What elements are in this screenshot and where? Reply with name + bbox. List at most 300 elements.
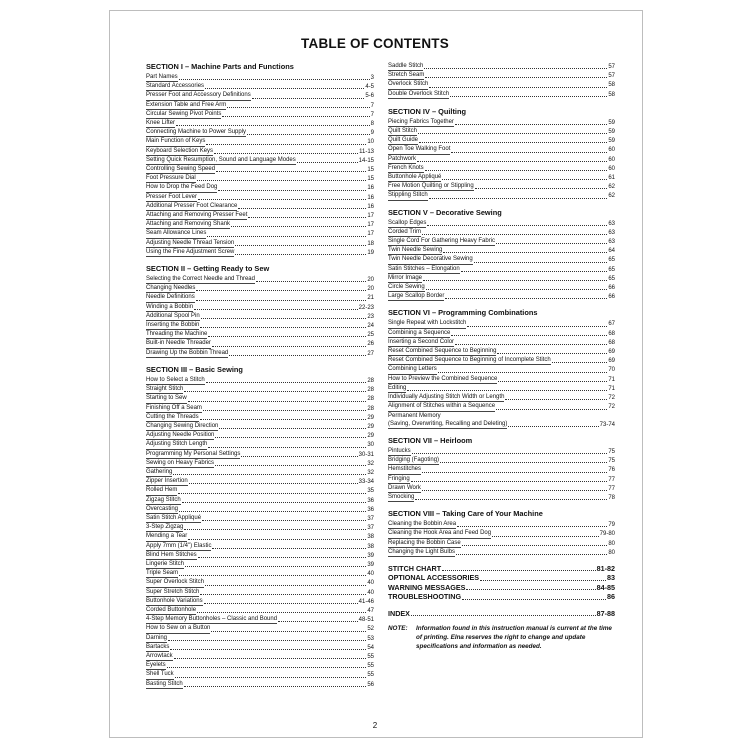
toc-entry[interactable] — [388, 246, 615, 255]
toc-entry[interactable] — [146, 450, 374, 459]
toc-entry-label: How to Preview the Combined Sequence — [388, 375, 497, 384]
toc-entry[interactable] — [146, 183, 374, 192]
toc-entry[interactable] — [146, 330, 374, 339]
toc-entry[interactable] — [146, 293, 374, 302]
toc-entry-page: 63 — [608, 220, 615, 227]
toc-entry-page: 62 — [608, 184, 615, 191]
toc-entry[interactable] — [146, 385, 374, 394]
toc-entry-page: 77 — [608, 485, 615, 492]
toc-entry[interactable] — [388, 80, 615, 89]
toc-entry-page: 9 — [370, 130, 374, 137]
dot-leader — [467, 326, 607, 327]
toc-entry[interactable] — [388, 237, 615, 246]
toc-entry[interactable] — [146, 486, 374, 495]
dot-leader — [247, 134, 370, 135]
toc-entry[interactable] — [146, 680, 374, 689]
toc-entry[interactable] — [388, 347, 615, 356]
toc-entry-page: 28 — [367, 405, 374, 412]
toc-entry-label: Lingerie Stitch — [146, 560, 184, 569]
toc-entry[interactable] — [146, 560, 374, 569]
toc-entry[interactable] — [146, 652, 374, 661]
toc-entry[interactable] — [388, 136, 615, 145]
toc-entry-page: 36 — [367, 506, 374, 513]
dot-leader — [207, 236, 366, 237]
toc-entry[interactable] — [388, 484, 615, 493]
appendix-entry[interactable] — [388, 583, 615, 592]
toc-entry[interactable] — [146, 321, 374, 330]
toc-entry-label: Reset Combined Sequence to Beginning of Incomplete Stitch — [388, 356, 551, 365]
toc-entry[interactable] — [388, 356, 615, 365]
toc-entry-page: 79 — [608, 522, 615, 529]
appendix-entry-page: 84-85 — [596, 582, 615, 592]
dot-leader — [426, 289, 608, 290]
toc-entry[interactable] — [146, 468, 374, 477]
toc-entry[interactable] — [146, 248, 374, 257]
toc-entry-page: 37 — [367, 525, 374, 532]
toc-entry-label: Corded Trim — [388, 228, 421, 237]
toc-entry-page: 58 — [608, 91, 615, 98]
toc-entry[interactable] — [388, 145, 615, 154]
dot-leader — [205, 585, 366, 586]
dot-leader — [411, 615, 596, 616]
toc-entry-page: 33-34 — [358, 479, 374, 486]
toc-entry[interactable] — [146, 137, 374, 146]
toc-entry[interactable] — [388, 338, 615, 347]
toc-entry-label: Satin Stitches – Elongation — [388, 265, 460, 274]
appendix-entry-label: OPTIONAL ACCESSORIES — [388, 573, 480, 583]
toc-entry-page: 10 — [367, 139, 374, 146]
toc-entry[interactable] — [388, 265, 615, 274]
dot-leader — [278, 621, 358, 622]
toc-entry[interactable] — [146, 551, 374, 560]
dot-leader — [189, 483, 358, 484]
toc-entry[interactable] — [388, 255, 615, 264]
toc-entry-page: 67 — [608, 321, 615, 328]
toc-entry[interactable] — [388, 319, 615, 328]
toc-section — [388, 107, 615, 201]
toc-entry-label: Seam Allowance Lines — [146, 229, 206, 238]
toc-entry-page: 60 — [608, 156, 615, 163]
toc-entry[interactable] — [146, 588, 374, 597]
dot-leader — [206, 144, 366, 145]
toc-entry[interactable] — [388, 493, 615, 502]
toc-entry[interactable] — [146, 440, 374, 449]
dot-leader — [422, 490, 607, 491]
toc-entry[interactable] — [146, 147, 374, 156]
toc-entry-label: Drawing Up the Bobbin Thread — [146, 349, 228, 358]
dot-leader — [429, 87, 607, 88]
dot-leader — [208, 447, 366, 448]
toc-entry[interactable] — [388, 155, 615, 164]
note-text: Information found in this instruction manual is current at the time of printing. Elna reserves the right to change and update specifications and information as needed. — [416, 624, 612, 650]
toc-entry[interactable] — [146, 73, 374, 82]
toc-entry-label: Permanent Memory — [388, 412, 441, 419]
toc-entry-page: 77 — [608, 476, 615, 483]
toc-entry-label: Changing the Light Bulbs — [388, 548, 455, 557]
toc-entry[interactable] — [146, 496, 374, 505]
toc-entry-label: Circle Sewing — [388, 283, 425, 292]
toc-entry[interactable] — [146, 202, 374, 211]
dot-leader — [218, 190, 366, 191]
toc-entry[interactable] — [388, 384, 615, 393]
toc-entry[interactable] — [388, 375, 615, 384]
dot-leader — [202, 520, 366, 521]
dot-leader — [229, 355, 366, 356]
toc-entry-page: 15 — [367, 167, 374, 174]
toc-entry-page: 20 — [367, 277, 374, 284]
toc-entry-page: 38 — [367, 543, 374, 550]
section-heading[interactable]: SECTION VII – Heirloom — [388, 435, 473, 445]
toc-entry[interactable] — [388, 520, 615, 529]
section-heading[interactable]: SECTION IV – Quilting — [388, 106, 467, 116]
toc-entry[interactable] — [146, 220, 374, 229]
toc-entry-label: Bartacks — [146, 643, 169, 652]
toc-entry-label: Quilt Stitch — [388, 127, 417, 136]
toc-entry-label: Foot Pressure Dial — [146, 174, 196, 183]
dot-leader — [204, 603, 358, 604]
toc-entry[interactable] — [388, 127, 615, 136]
toc-entry[interactable] — [388, 90, 615, 99]
toc-entry[interactable] — [146, 376, 374, 385]
toc-entry[interactable] — [388, 393, 615, 402]
toc-entry[interactable] — [146, 193, 374, 202]
toc-entry-label: How to Select a Stitch — [146, 376, 205, 385]
toc-entry[interactable] — [146, 634, 374, 643]
toc-entry[interactable] — [388, 274, 615, 283]
dot-leader — [455, 344, 607, 345]
appendix-list — [388, 564, 615, 602]
toc-entry-label: Changing Needles — [146, 284, 195, 293]
dot-leader — [450, 96, 607, 97]
toc-entry-label: Starting to Sew — [146, 394, 187, 403]
toc-entry-page: 72 — [608, 395, 615, 402]
dot-leader — [424, 68, 607, 69]
toc-entry[interactable] — [146, 101, 374, 110]
toc-entry-page: 59 — [608, 138, 615, 145]
toc-entry[interactable] — [146, 239, 374, 248]
dot-leader — [231, 226, 366, 227]
page-title: TABLE OF CONTENTS — [301, 36, 449, 51]
toc-entry-label: Circular Sewing Pivot Points — [146, 110, 221, 119]
toc-entry[interactable] — [146, 459, 374, 468]
section-heading[interactable]: SECTION III – Basic Sewing — [146, 364, 243, 374]
toc-entry-label: 4-Step Memory Buttonholes – Classic and Bound — [146, 615, 277, 624]
dot-leader — [238, 208, 366, 209]
toc-entry[interactable] — [388, 548, 615, 557]
dot-leader — [206, 382, 367, 383]
dot-leader — [215, 437, 366, 438]
dot-leader — [216, 171, 366, 172]
dot-leader — [419, 142, 607, 143]
dot-leader — [451, 152, 607, 153]
toc-entry-page: 32 — [367, 469, 374, 476]
toc-entry[interactable] — [146, 569, 374, 578]
toc-entry[interactable] — [146, 394, 374, 403]
toc-entry-page: 27 — [367, 350, 374, 357]
toc-entry[interactable] — [146, 597, 374, 606]
toc-entry-page: 15 — [367, 176, 374, 183]
toc-entry[interactable] — [388, 475, 615, 484]
toc-entry[interactable] — [146, 82, 374, 91]
toc-entry-label: Darning — [146, 634, 167, 643]
toc-entry-label: Changing Sewing Direction — [146, 422, 218, 431]
toc-entry[interactable] — [146, 670, 374, 679]
toc-entry-page: 66 — [608, 285, 615, 292]
toc-entry[interactable] — [146, 156, 374, 165]
appendix-entry[interactable] — [388, 592, 615, 601]
dot-leader — [415, 499, 607, 500]
toc-section — [388, 62, 615, 99]
toc-entry-label: Patchwork — [388, 155, 416, 164]
toc-entry[interactable] — [146, 505, 374, 514]
toc-entry-label: Presser Foot Lever — [146, 193, 197, 202]
toc-entry[interactable] — [146, 229, 374, 238]
toc-entry[interactable] — [146, 523, 374, 532]
toc-entry-label: Selecting the Correct Needle and Thread — [146, 275, 255, 284]
dot-leader — [222, 116, 369, 117]
toc-entry[interactable] — [388, 447, 615, 456]
toc-entry-page: 63 — [608, 239, 615, 246]
section-heading[interactable]: SECTION VIII – Taking Care of Your Machine — [388, 509, 543, 519]
toc-entry-page: 26 — [367, 341, 374, 348]
toc-entry[interactable] — [146, 211, 374, 220]
toc-entry-label: Arrowtack — [146, 652, 173, 661]
toc-entry[interactable] — [146, 165, 374, 174]
dot-leader — [176, 125, 370, 126]
toc-entry[interactable] — [146, 578, 374, 587]
toc-entry[interactable] — [146, 312, 374, 321]
toc-entry[interactable] — [146, 119, 374, 128]
dot-leader — [167, 667, 367, 668]
toc-entry-label: Individually Adjusting Stitch Width or Length — [388, 393, 504, 402]
toc-entry[interactable] — [388, 228, 615, 237]
toc-entry-label: Stretch Seam — [388, 71, 424, 80]
left-column — [146, 62, 374, 696]
toc-entry-label: Corded Buttonhole — [146, 606, 196, 615]
toc-entry[interactable] — [146, 624, 374, 633]
dot-leader — [212, 346, 366, 347]
dot-leader — [208, 336, 366, 337]
section-heading[interactable]: SECTION I – Machine Parts and Functions — [146, 62, 294, 71]
toc-entry[interactable] — [388, 529, 615, 538]
dot-leader — [417, 161, 607, 162]
dot-leader — [451, 335, 607, 336]
toc-entry-label: Setting Quick Resumption, Sound and Language Modes — [146, 156, 296, 165]
toc-entry-page: 79-80 — [599, 531, 615, 538]
index-entry-label: INDEX — [388, 608, 410, 618]
toc-entry-page: 68 — [608, 339, 615, 346]
toc-entry[interactable] — [146, 643, 374, 652]
toc-entry-page: 30 — [367, 442, 374, 449]
dot-leader — [411, 481, 608, 482]
dot-leader — [492, 536, 599, 537]
toc-entry-page: 80 — [608, 540, 615, 547]
toc-entry[interactable] — [388, 283, 615, 292]
toc-entry-label: Straight Stitch — [146, 385, 183, 394]
toc-entry[interactable] — [146, 349, 374, 358]
toc-entry-page: 62 — [608, 193, 615, 200]
toc-entry-page: 56 — [367, 681, 374, 688]
toc-entry-label: Built-in Needle Threader — [146, 339, 211, 348]
toc-entry[interactable] — [146, 422, 374, 431]
dot-leader — [438, 372, 608, 373]
toc-entry-page: 53 — [367, 635, 374, 642]
toc-entry-page: 55 — [367, 653, 374, 660]
dot-leader — [248, 217, 366, 218]
toc-entry-label: Combining a Sequence — [388, 329, 450, 338]
dot-leader — [200, 594, 366, 595]
toc-entry-label: How to Drop the Feed Dog — [146, 183, 217, 192]
toc-entry[interactable] — [388, 71, 615, 80]
toc-entry[interactable] — [388, 329, 615, 338]
toc-entry-page: 4-5 — [365, 84, 374, 91]
toc-entry-page: 17 — [367, 222, 374, 229]
toc-entry-label: Twin Needle Sewing — [388, 246, 442, 255]
dot-leader — [422, 234, 607, 235]
section-heading[interactable]: SECTION V – Decorative Sewing — [388, 207, 502, 217]
dot-leader — [175, 677, 367, 678]
toc-entry-page: 68 — [608, 330, 615, 337]
toc-entry-page: 59 — [608, 119, 615, 126]
toc-entry-label: Mirror Image — [388, 274, 422, 283]
toc-entry[interactable] — [146, 431, 374, 440]
toc-entry-label: Buttonhole Appliqué — [388, 173, 441, 182]
dot-leader — [235, 245, 366, 246]
toc-entry[interactable] — [388, 182, 615, 191]
dot-leader — [185, 566, 366, 567]
toc-entry[interactable] — [146, 339, 374, 348]
toc-entry-page: 39 — [367, 552, 374, 559]
dot-leader — [215, 465, 366, 466]
toc-entry-label: Piecing Fabrics Together — [388, 118, 454, 127]
toc-entry-label: Smocking — [388, 493, 414, 502]
section-heading[interactable]: SECTION VI – Programming Combinations — [388, 308, 538, 318]
dot-leader — [552, 362, 608, 363]
toc-entry[interactable] — [388, 62, 615, 71]
toc-entry[interactable] — [388, 456, 615, 465]
dot-leader — [200, 419, 367, 420]
toc-entry[interactable] — [146, 303, 374, 312]
toc-entry-page: 65 — [608, 257, 615, 264]
toc-entry-label: Overcasting — [146, 505, 178, 514]
toc-entry-label: Overlock Stitch — [388, 80, 428, 89]
dot-leader — [423, 280, 607, 281]
dot-leader — [214, 153, 358, 154]
toc-entry-label: Cleaning the Hook Area and Feed Dog — [388, 529, 491, 538]
toc-entry[interactable] — [146, 477, 374, 486]
toc-entry[interactable] — [146, 110, 374, 119]
dot-leader — [474, 262, 608, 263]
toc-entry[interactable] — [388, 219, 615, 228]
toc-entry[interactable] — [146, 174, 374, 183]
toc-entry[interactable] — [388, 191, 615, 200]
toc-entry-label: Adjusting Needle Thread Tension — [146, 239, 234, 248]
toc-entry[interactable] — [388, 292, 615, 301]
toc-entry-page: 47 — [367, 607, 374, 614]
toc-entry[interactable] — [388, 164, 615, 173]
toc-entry-page: 17 — [367, 213, 374, 220]
toc-entry-label: Rolled Hem — [146, 486, 177, 495]
toc-entry-line — [388, 420, 615, 429]
dot-leader — [496, 409, 607, 410]
appendix-entry[interactable] — [388, 564, 615, 573]
toc-entry[interactable] — [146, 514, 374, 523]
toc-entry[interactable] — [146, 532, 374, 541]
toc-entry-page: 80 — [608, 549, 615, 556]
dot-leader — [203, 410, 366, 411]
toc-entry[interactable] — [146, 284, 374, 293]
toc-entry[interactable] — [388, 118, 615, 127]
toc-section — [388, 208, 615, 302]
toc-entry[interactable] — [388, 539, 615, 548]
appendix-entry[interactable] — [388, 573, 615, 582]
dot-leader — [211, 631, 366, 632]
toc-entry-page: 5-6 — [365, 93, 374, 100]
toc-entry[interactable] — [146, 275, 374, 284]
toc-entry-page: 3 — [370, 75, 374, 81]
dot-leader — [178, 493, 366, 494]
toc-entry-page: 32 — [367, 460, 374, 467]
toc-entry-label: Super Stretch Stitch — [146, 588, 199, 597]
toc-entry-label: 3-Step Zigzag — [146, 523, 183, 532]
toc-entry[interactable] — [388, 412, 615, 429]
index-entry[interactable] — [388, 609, 615, 618]
toc-entry-page: 72 — [608, 404, 615, 411]
toc-entry-page: 20 — [367, 286, 374, 293]
toc-entry-page: 19 — [367, 249, 374, 256]
toc-entry-page: 48-51 — [358, 617, 374, 624]
toc-entry-page: 29 — [367, 433, 374, 440]
toc-entry-page: 55 — [367, 663, 374, 670]
toc-entry-label: Main Function of Keys — [146, 137, 205, 146]
toc-entry-label: Reset Combined Sequence to Beginning — [388, 347, 496, 356]
toc-entry-page: 55 — [367, 672, 374, 679]
toc-entry-page: 23 — [367, 313, 374, 320]
toc-entry-page: 36 — [367, 497, 374, 504]
dot-leader — [497, 353, 607, 354]
toc-entry-label: French Knots — [388, 164, 424, 173]
dot-leader — [466, 589, 595, 590]
toc-entry-label: Threading the Machine — [146, 330, 207, 339]
toc-entry-page: 29 — [367, 423, 374, 430]
toc-entry[interactable] — [146, 615, 374, 624]
toc-entry[interactable] — [388, 173, 615, 182]
toc-entry-label: Pintucks — [388, 447, 411, 456]
appendix-entry-label: TROUBLESHOOTING — [388, 592, 462, 602]
toc-entry[interactable] — [146, 404, 374, 413]
toc-entry-label: Gathering — [146, 468, 172, 477]
dot-leader — [445, 298, 607, 299]
toc-entry-label: Twin Needle Decorative Sewing — [388, 255, 473, 264]
toc-entry-page: 78 — [608, 494, 615, 501]
toc-entry[interactable] — [146, 606, 374, 615]
dot-leader — [425, 77, 607, 78]
toc-entry[interactable] — [146, 128, 374, 137]
toc-entry[interactable] — [146, 91, 374, 100]
toc-entry[interactable] — [388, 365, 615, 374]
dot-leader — [475, 188, 608, 189]
toc-entry[interactable] — [146, 661, 374, 670]
toc-entry-label: Editing — [388, 384, 406, 393]
toc-entry[interactable] — [146, 413, 374, 422]
toc-entry-label: Inserting the Bobbin — [146, 321, 199, 330]
toc-entry[interactable] — [388, 465, 615, 474]
toc-entry-label: Shell Tuck — [146, 670, 174, 679]
dot-leader — [457, 526, 607, 527]
section-heading[interactable]: SECTION II – Getting Ready to Sew — [146, 264, 270, 274]
toc-entry[interactable] — [388, 402, 615, 411]
toc-entry[interactable] — [146, 542, 374, 551]
